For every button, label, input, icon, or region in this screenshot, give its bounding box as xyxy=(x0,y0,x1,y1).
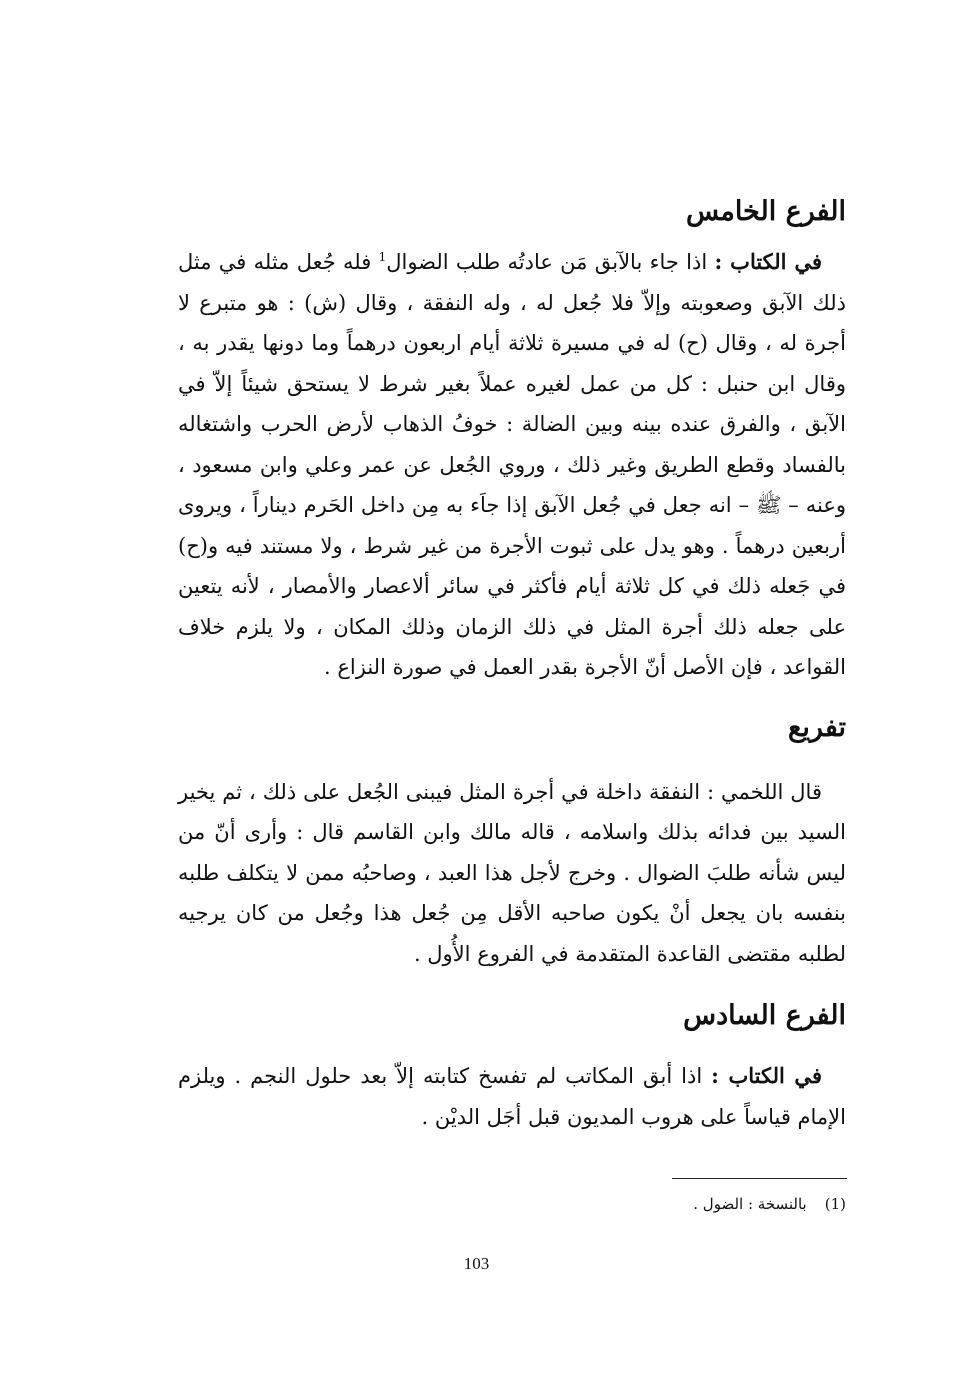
footnote-divider xyxy=(672,1178,847,1179)
main-text-column xyxy=(178,190,846,1137)
paragraph-text: اذا أبق المكاتب لم تفسخ كتابته إلاّ بعد حلول النجم . ويلزم الإمام قياساً على هروب المديون قبل أجَل الديْن . xyxy=(178,1064,846,1129)
paragraph-text: فله جُعل مثله في مثل ذلك الآبق وصعوبته وإلاّ فلا جُعل له ، وله النفقة ، وقال (ش) : هو متبرع لا أجرة له ، وقال (ح) له في مسيرة ثلاثة أيام اربعون درهماً وما دونها يقدر به ، وقال ابن حنبل : كل من عمل لغيره عملاً بغير شرط لا يستحق شيئاً إلاّ في الآبق ، والفرق عنده بينه وبين الضالة : خوفُ الذهاب لأرض الحرب واشتغاله بالفساد وقطع الطريق وغير ذلك ، وروي الجُعل عن عمر وعلي وابن مسعود ، وعنه – ﷺ – انه جعل في جُعل الآبق إذا جاَء به مِن داخل الحَرم ديناراً ، ويروى أربعين درهماً . وهو يدل على ثبوت الأجرة من غير شرط ، ولا مستند فيه و(ح) في جَعله ذلك في كل ثلاثة أيام فأكثر في سائر ألاعصار والأمصار ، لأنه يتعين على جعله ذلك أجرة المثل في ذلك الزمان وذلك المكان ، ولا يلزم خلاف القواعد ، فإن الأصل أنّ الأجرة بقدر العمل في صورة النزاع . xyxy=(178,250,846,679)
footnote-text: بالنسخة : الضول . xyxy=(693,1195,807,1213)
paragraph-lead: في الكتاب : xyxy=(714,249,822,274)
paragraph-text: اذا جاء بالآبق مَن عادتُه طلب الضوال xyxy=(386,250,715,274)
footnote-marker: (1) xyxy=(824,1195,846,1213)
section-paragraph-tafri: قال اللخمي : النفقة داخلة في أجرة المثل فيبنى الجُعل على ذلك ، ثم يخير السيد بين فدائه بذلك واسلامه ، قاله مالك وابن القاسم قال : وأرى أنّ من ليس شأنه طلبَ الضوال . وخرج لأجل هذا العبد ، وصاحبُه ممن لا يتكلف طلبه بنفسه بان يجعل أنْ يكون صاحبه الأقل مِن جُعل هذا وجُعل من كان يرجيه لطلبه مقتضى القاعدة المتقدمة في الفروع الأُول . xyxy=(178,779,846,966)
footnote-reference[interactable]: 1 xyxy=(378,250,387,264)
section-heading-fifth-branch: الفرع الخامس xyxy=(685,196,846,227)
footnote xyxy=(520,1192,846,1216)
page-number: 103 xyxy=(463,1254,490,1273)
section-paragraph-fifth-branch xyxy=(178,242,846,688)
section-heading-tafri: تفريع xyxy=(788,711,846,743)
section-heading-sixth-branch: الفرع السادس xyxy=(683,1000,846,1031)
section-paragraph-sixth-branch xyxy=(178,1056,846,1137)
paragraph-lead: في الكتاب : xyxy=(711,1063,822,1088)
